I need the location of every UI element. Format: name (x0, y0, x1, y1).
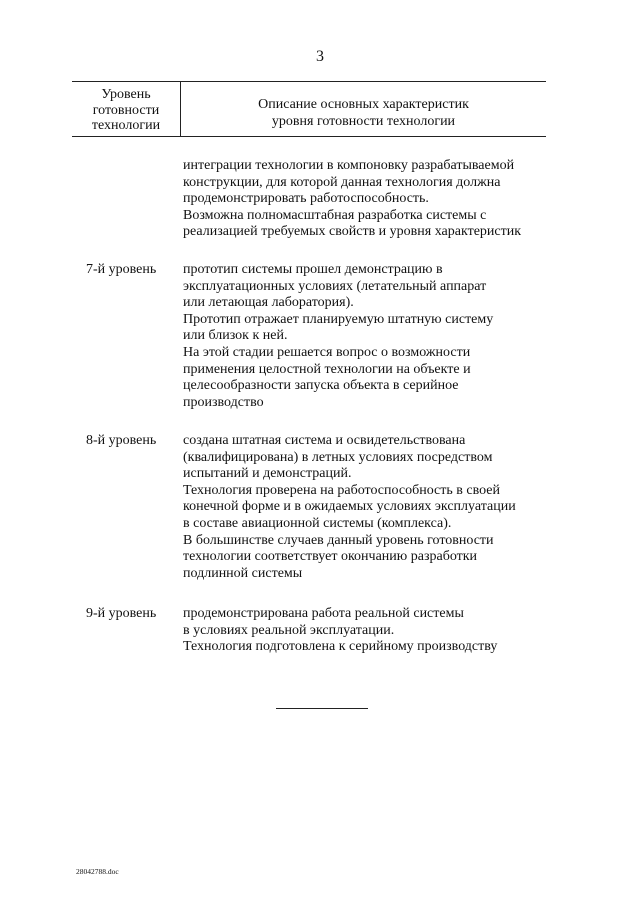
description-line: или летающая лаборатория). (183, 295, 354, 311)
description-line: в условиях реальной эксплуатации. (183, 622, 395, 638)
description-line: В большинстве случаев данный уровень готовности (183, 532, 494, 548)
header-level-column (72, 87, 180, 134)
row-description (183, 433, 516, 582)
description-line: продемонстрирована работа реальной системы (183, 606, 464, 621)
description-line: эксплуатационных условиях (летательный аппарат (183, 278, 487, 294)
description-line: применения целостной технологии на объекте и (183, 361, 471, 377)
header-description-line: уровня готовности технологии (271, 114, 456, 129)
description-line: Прототип отражает планируемую штатную систему (183, 311, 494, 327)
description-line: На этой стадии решается вопрос о возможности (183, 344, 471, 360)
row-level-label: 9-й уровень (86, 606, 157, 621)
header-description-column (181, 96, 546, 130)
document-id: 28042788.doc (76, 867, 119, 876)
row-description (183, 158, 521, 241)
description-line: (квалифицирована) в летных условиях посредством (183, 449, 493, 465)
row-description (183, 262, 493, 411)
description-line: конечной форме и в ожидаемых условиях эксплуатации (183, 499, 516, 515)
row-description (183, 606, 497, 656)
header-level-line: Уровень (101, 87, 151, 102)
end-of-document-rule (276, 708, 368, 709)
page-number: 3 (316, 48, 324, 65)
description-line: прототип системы прошел демонстрацию в (183, 262, 443, 277)
description-line: Технология проверена на работоспособность в своей (183, 482, 500, 498)
row-level-label: 7-й уровень (86, 262, 157, 277)
description-line: технологии соответствует окончанию разработки (183, 549, 478, 565)
description-line: целесообразности запуска объекта в серийное (183, 378, 459, 394)
row-level-label: 8-й уровень (86, 433, 157, 448)
description-line: интеграции технологии в компоновку разрабатываемой (183, 158, 515, 173)
description-line: Возможна полномасштабная разработка системы с (183, 207, 487, 223)
table-header (72, 81, 546, 137)
header-description-line: Описание основных характеристик (258, 97, 469, 112)
description-line: создана штатная система и освидетельствована (183, 433, 466, 448)
description-line: продемонстрировать работоспособность. (183, 191, 429, 207)
description-line: или близок к ней. (183, 328, 288, 344)
description-line: Технология подготовлена к серийному производству (183, 639, 498, 655)
description-line: реализацией требуемых свойств и уровня характеристик (183, 224, 522, 240)
header-level-line: технологии (91, 118, 161, 133)
description-line: подлинной системы (183, 565, 303, 581)
description-line: производство (183, 394, 264, 410)
description-line: испытаний и демонстраций. (183, 466, 352, 482)
header-level-line: готовности (92, 102, 160, 118)
description-line: конструкции, для которой данная технология должна (183, 174, 501, 190)
description-line: в составе авиационной системы (комплекса). (183, 515, 452, 531)
